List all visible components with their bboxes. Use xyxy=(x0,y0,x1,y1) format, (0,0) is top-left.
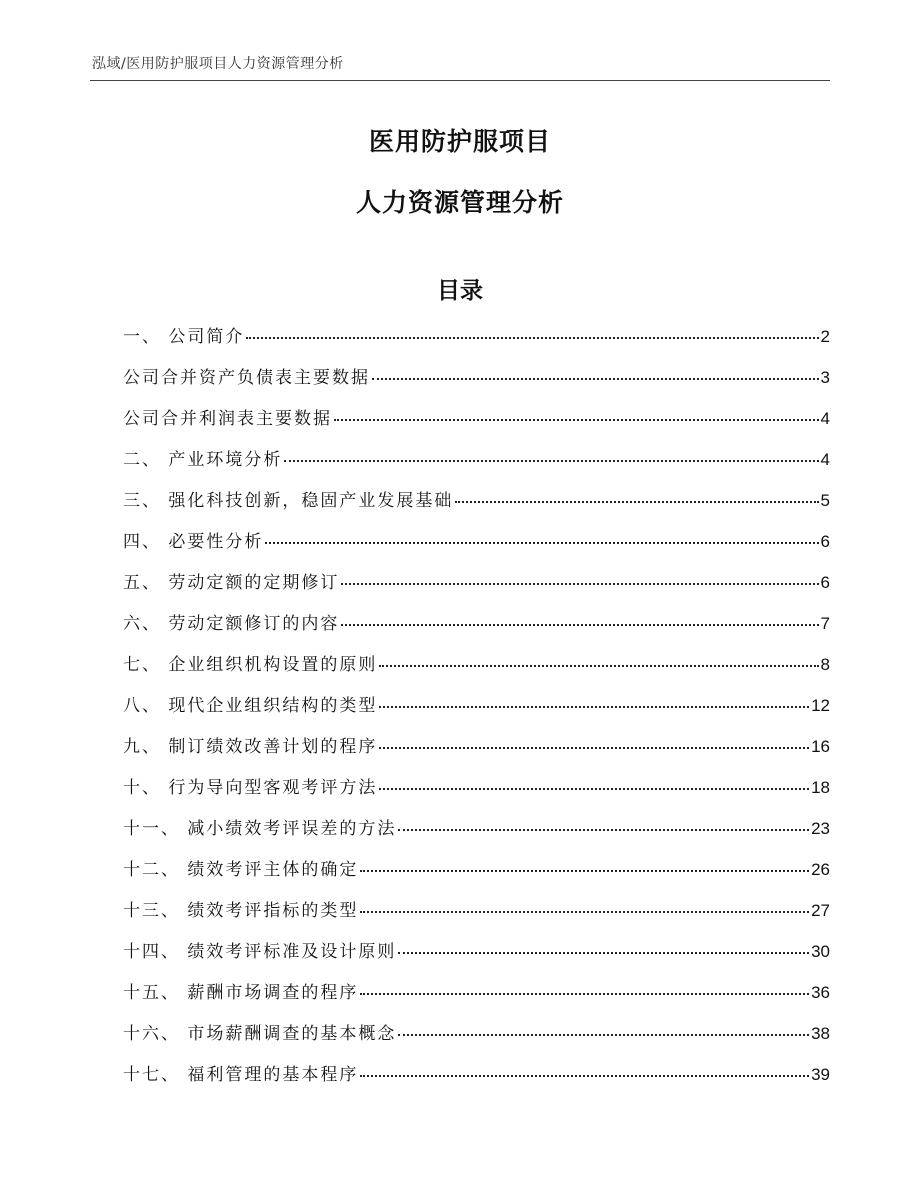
toc-entry[interactable] xyxy=(123,404,830,445)
toc-entry[interactable] xyxy=(123,1060,830,1101)
toc-entry-page: 6 xyxy=(820,532,830,551)
toc-leader-dots xyxy=(360,993,809,995)
toc-entry[interactable] xyxy=(123,568,830,609)
toc-entry-label: 六、 劳动定额修订的内容 xyxy=(123,614,340,634)
toc-entry[interactable] xyxy=(123,937,830,978)
toc-entry-page: 12 xyxy=(811,696,830,715)
toc-leader-dots xyxy=(341,624,818,626)
toc-entry-page: 6 xyxy=(820,573,830,592)
toc-leader-dots xyxy=(379,788,809,790)
toc-entry[interactable] xyxy=(123,896,830,937)
toc-entry-page: 4 xyxy=(820,409,830,428)
toc-entry-label: 四、 必要性分析 xyxy=(123,532,264,552)
toc-entry[interactable] xyxy=(123,363,830,404)
toc-entry-page: 2 xyxy=(820,327,830,346)
toc-entry[interactable] xyxy=(123,978,830,1019)
toc-entry[interactable] xyxy=(123,322,830,363)
toc-entry[interactable] xyxy=(123,814,830,855)
toc-entry-label: 公司合并利润表主要数据 xyxy=(123,409,332,429)
toc-entry-label: 八、 现代企业组织结构的类型 xyxy=(123,696,378,716)
toc-leader-dots xyxy=(341,583,818,585)
toc-entry-label: 三、 强化科技创新，稳固产业发展基础 xyxy=(123,491,454,511)
toc-entry-label: 十七、 福利管理的基本程序 xyxy=(123,1065,359,1085)
toc-entry-page: 4 xyxy=(820,450,830,469)
toc-entry[interactable] xyxy=(123,609,830,650)
toc-entry-label: 二、 产业环境分析 xyxy=(123,450,283,470)
toc-leader-dots xyxy=(379,747,809,749)
toc-entry-page: 7 xyxy=(820,614,830,633)
toc-entry-page: 39 xyxy=(811,1065,830,1084)
header-divider xyxy=(90,80,830,81)
toc-entry-label: 七、 企业组织机构设置的原则 xyxy=(123,655,378,675)
toc-entry[interactable] xyxy=(123,773,830,814)
toc-entry-label: 十四、 绩效考评标准及设计原则 xyxy=(123,942,397,962)
toc-leader-dots xyxy=(334,419,819,421)
toc-entry-page: 3 xyxy=(820,368,830,387)
toc-entry-page: 38 xyxy=(811,1024,830,1043)
toc-entry[interactable] xyxy=(123,1019,830,1060)
table-of-contents xyxy=(123,322,830,1101)
toc-entry-label: 十二、 绩效考评主体的确定 xyxy=(123,860,359,880)
toc-entry-page: 27 xyxy=(811,901,830,920)
toc-entry[interactable] xyxy=(123,691,830,732)
toc-entry-label: 九、 制订绩效改善计划的程序 xyxy=(123,737,378,757)
toc-entry[interactable] xyxy=(123,732,830,773)
document-title-line-2: 人力资源管理分析 xyxy=(355,188,564,217)
toc-entry[interactable] xyxy=(123,527,830,568)
toc-entry-page: 8 xyxy=(820,655,830,674)
toc-leader-dots xyxy=(372,378,819,380)
toc-entry[interactable] xyxy=(123,855,830,896)
toc-leader-dots xyxy=(379,706,809,708)
toc-leader-dots xyxy=(379,665,818,667)
toc-entry-label: 五、 劳动定额的定期修订 xyxy=(123,573,340,593)
toc-entry-label: 公司合并资产负债表主要数据 xyxy=(123,368,370,388)
toc-leader-dots xyxy=(398,1034,809,1036)
toc-entry-page: 26 xyxy=(811,860,830,879)
toc-entry[interactable] xyxy=(123,650,830,691)
document-title-line-1: 医用防护服项目 xyxy=(368,127,551,156)
toc-leader-dots xyxy=(360,1075,809,1077)
toc-entry-label: 十六、 市场薪酬调查的基本概念 xyxy=(123,1024,397,1044)
toc-leader-dots xyxy=(360,911,809,913)
toc-leader-dots xyxy=(398,829,809,831)
toc-leader-dots xyxy=(360,870,809,872)
toc-leader-dots xyxy=(284,460,818,462)
toc-entry-page: 23 xyxy=(811,819,830,838)
toc-entry[interactable] xyxy=(123,445,830,486)
toc-entry-label: 十、 行为导向型客观考评方法 xyxy=(123,778,378,798)
toc-entry-page: 18 xyxy=(811,778,830,797)
toc-entry-label: 一、 公司简介 xyxy=(123,327,245,347)
toc-entry-label: 十五、 薪酬市场调查的程序 xyxy=(123,983,359,1003)
toc-entry-page: 30 xyxy=(811,942,830,961)
toc-entry-page: 36 xyxy=(811,983,830,1002)
toc-leader-dots xyxy=(398,952,809,954)
toc-entry-label: 十一、 减小绩效考评误差的方法 xyxy=(123,819,397,839)
toc-entry[interactable] xyxy=(123,486,830,527)
toc-entry-label: 十三、 绩效考评指标的类型 xyxy=(123,901,359,921)
toc-heading: 目录 xyxy=(437,278,483,304)
toc-leader-dots xyxy=(265,542,818,544)
running-header: 泓域/医用防护服项目人力资源管理分析 xyxy=(92,56,344,72)
toc-entry-page: 16 xyxy=(811,737,830,756)
toc-leader-dots xyxy=(246,337,818,339)
toc-leader-dots xyxy=(455,501,818,503)
toc-entry-page: 5 xyxy=(820,491,830,510)
